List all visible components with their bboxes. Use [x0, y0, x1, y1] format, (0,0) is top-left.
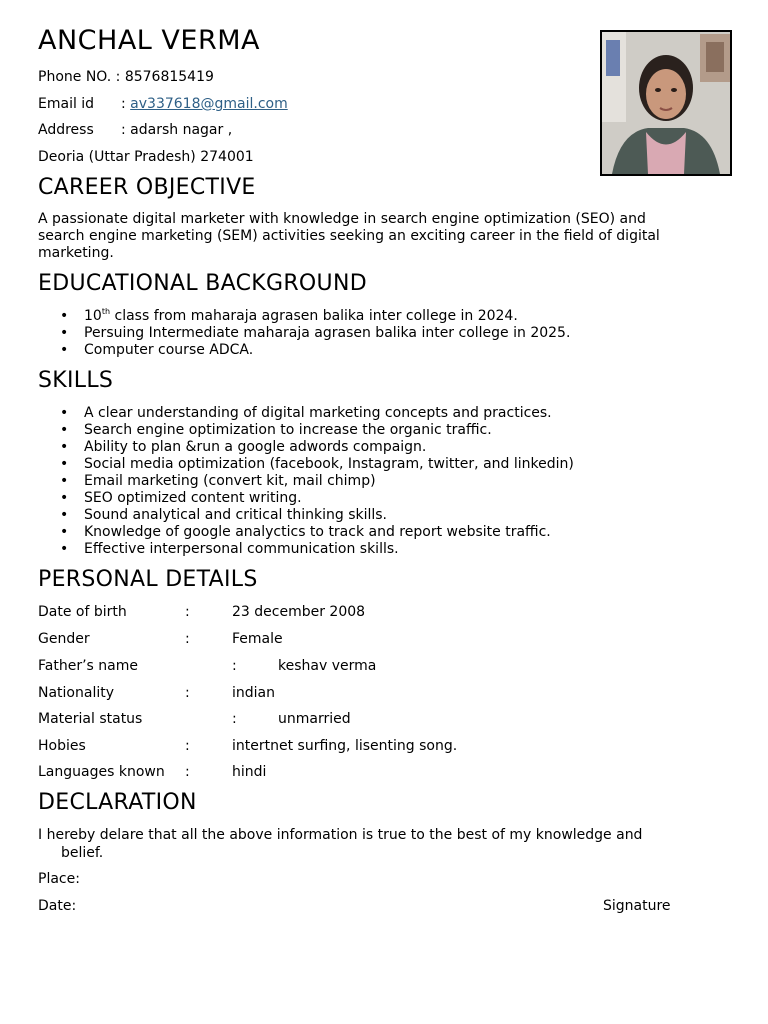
father-name-label: Father’s name: [38, 658, 138, 674]
skill-item: Email marketing (convert kit, mail chimp): [84, 473, 376, 489]
skill-item: Search engine optimization to increase the organic traffic.: [84, 422, 492, 438]
marital-status-separator: :: [232, 711, 237, 727]
nationality-label: Nationality: [38, 685, 115, 701]
phone-value: 8576815419: [124, 69, 214, 85]
dob-separator: :: [185, 604, 190, 620]
languages-value: hindi: [232, 764, 267, 780]
skills-heading: SKILLS: [38, 368, 114, 393]
nationality-separator: :: [185, 685, 190, 701]
education-heading: EDUCATIONAL BACKGROUND: [38, 271, 367, 296]
hobbies-separator: :: [185, 738, 190, 754]
email-separator: :: [121, 96, 126, 112]
education-item: Computer course ADCA.: [84, 342, 254, 358]
education-item: [84, 308, 518, 325]
profile-photo-image: [602, 32, 730, 174]
email-link[interactable]: av337618@gmail.com: [130, 96, 288, 112]
email-label: Email id: [38, 96, 95, 112]
gender-value: Female: [232, 631, 283, 647]
bullet-icon: •: [60, 422, 69, 438]
bullet-icon: •: [60, 456, 69, 472]
ordinal-suffix: th: [101, 307, 111, 316]
bullet-icon: •: [60, 439, 69, 455]
career-line: search engine marketing (SEM) activities seeking an exciting career in the field of digital: [38, 228, 660, 244]
bullet-icon: •: [60, 342, 69, 358]
personal-details-heading: PERSONAL DETAILS: [38, 567, 258, 592]
skill-item: Sound analytical and critical thinking skills.: [84, 507, 388, 523]
skill-item: Social media optimization (facebook, Instagram, twitter, and linkedin): [84, 456, 574, 472]
address-value: : adarsh nagar ,: [121, 122, 233, 138]
dob-value: 23 december 2008: [232, 604, 366, 620]
date-label: Date:: [38, 898, 77, 914]
father-name-separator: :: [232, 658, 237, 674]
dob-label: Date of birth: [38, 604, 127, 620]
education-item-text: 10: [84, 308, 102, 324]
bullet-icon: •: [60, 524, 69, 540]
career-line: A passionate digital marketer with knowledge in search engine optimization (SEO) and: [38, 211, 646, 227]
bullet-icon: •: [60, 507, 69, 523]
education-item-text: class from maharaja agrasen balika inter college in 2024.: [114, 308, 518, 324]
skill-item: Knowledge of google analyctics to track and report website traffic.: [84, 524, 551, 540]
candidate-name: ANCHAL VERMA: [38, 25, 260, 56]
skills-list: [0, 405, 768, 560]
father-name-value: keshav verma: [278, 658, 377, 674]
languages-label: Languages known: [38, 764, 165, 780]
phone-line: [38, 68, 214, 86]
skill-item: A clear understanding of digital marketing concepts and practices.: [84, 405, 552, 421]
hobbies-label: Hobies: [38, 738, 86, 754]
phone-label: Phone NO. :: [38, 69, 121, 85]
declaration-text-cont: belief.: [61, 845, 104, 861]
place-label: Place:: [38, 871, 80, 887]
marital-status-label: Material status: [38, 711, 143, 727]
nationality-value: indian: [232, 685, 275, 701]
declaration-heading: DECLARATION: [38, 790, 197, 815]
signature-label: Signature: [603, 898, 671, 914]
bullet-icon: •: [60, 541, 69, 557]
gender-separator: :: [185, 631, 190, 647]
declaration-text: I hereby delare that all the above information is true to the best of my knowledge and: [38, 827, 643, 843]
career-objective-text: [38, 211, 688, 262]
bullet-icon: •: [60, 405, 69, 421]
address-line-2: Deoria (Uttar Pradesh) 274001: [38, 149, 254, 165]
skill-item: Ability to plan &run a google adwords compaign.: [84, 439, 427, 455]
marital-status-value: unmarried: [278, 711, 351, 727]
hobbies-value: intertnet surfing, lisenting song.: [232, 738, 458, 754]
address-label: Address: [38, 122, 94, 138]
skill-item: Effective interpersonal communication skills.: [84, 541, 399, 557]
bullet-icon: •: [60, 490, 69, 506]
education-item: Persuing Intermediate maharaja agrasen balika inter college in 2025.: [84, 325, 571, 341]
bullet-icon: •: [60, 473, 69, 489]
bullet-icon: •: [60, 325, 69, 341]
education-list: [0, 308, 768, 360]
career-objective-heading: CAREER OBJECTIVE: [38, 175, 256, 200]
bullet-icon: •: [60, 308, 69, 324]
gender-label: Gender: [38, 631, 90, 647]
profile-photo: [600, 30, 732, 176]
email-line: [121, 95, 288, 113]
languages-separator: :: [185, 764, 190, 780]
skill-item: SEO optimized content writing.: [84, 490, 302, 506]
career-line: marketing.: [38, 245, 114, 261]
